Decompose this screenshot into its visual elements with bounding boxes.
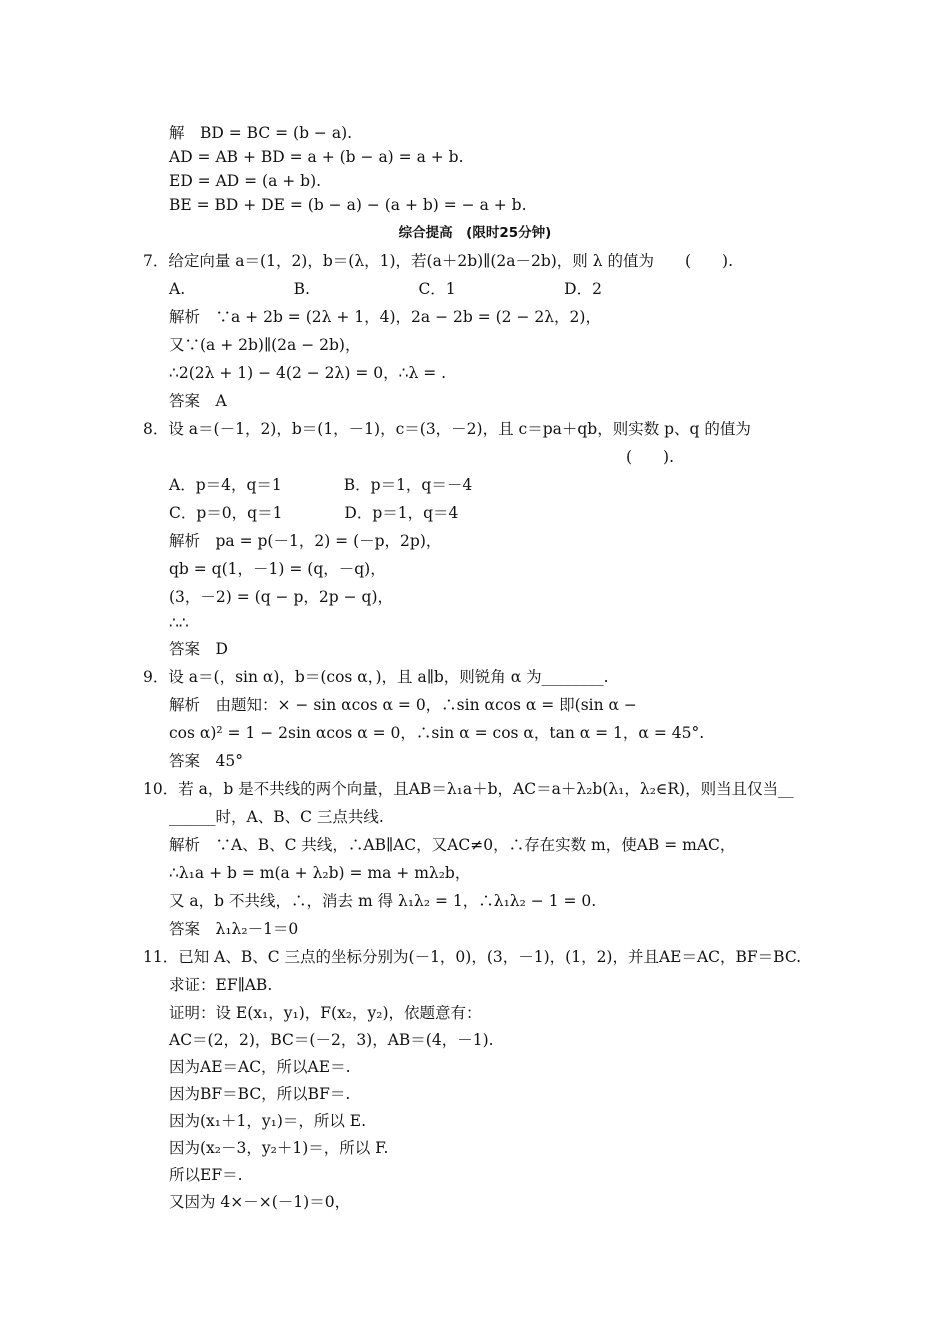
question-11-proof: 因为AE＝AC，所以AE＝. [169, 1058, 351, 1076]
question-7-analysis: 解析 ∵a + 2b = (2λ + 1，4)，2a − 2b = (2 − 2λ，2)， [169, 308, 601, 326]
question-11-proof: 因为BF＝BC，所以BF＝. [169, 1085, 351, 1103]
question-11-proof: 因为(x₁＋1，y₁)＝，所以 E. [169, 1112, 367, 1130]
question-7-answer: 答案 A [169, 392, 227, 410]
question-10-analysis: 解析 ∵A、B、C 共线，∴AB∥AC，又AC≠0，∴存在实数 m，使AB = mAC， [169, 836, 736, 854]
question-10-analysis: 又 a，b 不共线，∴，消去 m 得 λ₁λ₂ = 1，∴λ₁λ₂ − 1 = 0. [169, 892, 597, 910]
question-9-analysis: 解析 由题知：× − sin αcos α = 0，∴sin αcos α = 即(sin α − [169, 696, 637, 714]
question-8-analysis: (3，－2) = (q − p，2p − q)， [169, 588, 393, 606]
question-10-stem: ______时，A、B、C 三点共线. [169, 808, 384, 826]
question-7-analysis: 又∵(a + 2b)∥(2a − 2b)， [169, 336, 361, 354]
question-11-stem: 11．已知 A、B、C 三点的坐标分别为(－1，0)，(3，－1)，(1，2)，并且AE＝AC，BF＝BC. [143, 948, 802, 966]
question-8-analysis: ∴∴ [169, 614, 189, 632]
question-8-options: C．p＝0，q＝1 D．p＝1，q＝4 [169, 504, 459, 522]
question-7-stem: 7．给定向量 a＝(1，2)，b＝(λ，1)，若(a＋2b)∥(2a－2b)，则 λ 的值为 ( ). [143, 252, 734, 270]
question-8-answer: 答案 D [169, 640, 228, 658]
section-title: 综合提高 (限时25分钟) [398, 225, 552, 241]
question-8-analysis: 解析 pa = p(－1，2) = (－p，2p)， [169, 532, 442, 550]
question-11-stem: 求证：EF∥AB. [169, 976, 273, 994]
question-9-analysis: cos α)² = 1 − 2sin αcos α = 0，∴sin α = cos α，tan α = 1，α = 45°. [169, 724, 705, 742]
solution-line: 解 BD = BC = (b − a). [169, 124, 353, 142]
solution-line: ED = AD = (a + b). [169, 172, 322, 190]
solution-line: BE = BD + DE = (b − a) − (a + b) = − a + b. [169, 196, 527, 214]
question-9-answer: 答案 45° [169, 752, 243, 770]
question-10-answer: 答案 λ₁λ₂－1＝0 [169, 920, 299, 938]
question-8-options: A．p＝4，q＝1 B．p＝1，q＝－4 [169, 476, 473, 494]
question-9-stem: 9．设 a＝(，sin α)，b＝(cos α，)，且 a∥b，则锐角 α 为________. [143, 668, 609, 686]
question-8-analysis: qb = q(1，－1) = (q，－q)， [169, 560, 386, 578]
question-11-proof: 所以EF＝. [169, 1166, 243, 1184]
question-8-stem: 8．设 a＝(－1，2)，b＝(1，－1)，c＝(3，－2)，且 c＝pa＋qb，则实数 p、q 的值为 [143, 420, 751, 438]
question-7-analysis: ∴2(2λ + 1) − 4(2 − 2λ) = 0，∴λ = . [169, 364, 447, 382]
question-11-proof: 因为(x₂－3，y₂＋1)＝，所以 F. [169, 1139, 389, 1157]
question-7-options: A. B. C．1 D．2 [169, 280, 602, 298]
question-8-bracket: ( ). [626, 448, 675, 466]
question-10-stem: 10．若 a，b 是不共线的两个向量，且AB＝λ₁a＋b，AC＝a＋λ₂b(λ₁，λ₂∈R)，则当且仅当__ [143, 780, 794, 798]
solution-line: AD = AB + BD = a + (b − a) = a + b. [169, 148, 464, 166]
question-11-proof: 证明：设 E(x₁，y₁)，F(x₂，y₂)，依题意有： [169, 1004, 482, 1022]
question-11-proof: AC＝(2，2)，BC＝(－2，3)，AB＝(4，－1). [169, 1031, 494, 1049]
question-10-analysis: ∴λ₁a + b = m(a + λ₂b) = ma + mλ₂b， [169, 864, 471, 882]
question-11-proof: 又因为 4×－×(－1)＝0， [169, 1193, 351, 1211]
